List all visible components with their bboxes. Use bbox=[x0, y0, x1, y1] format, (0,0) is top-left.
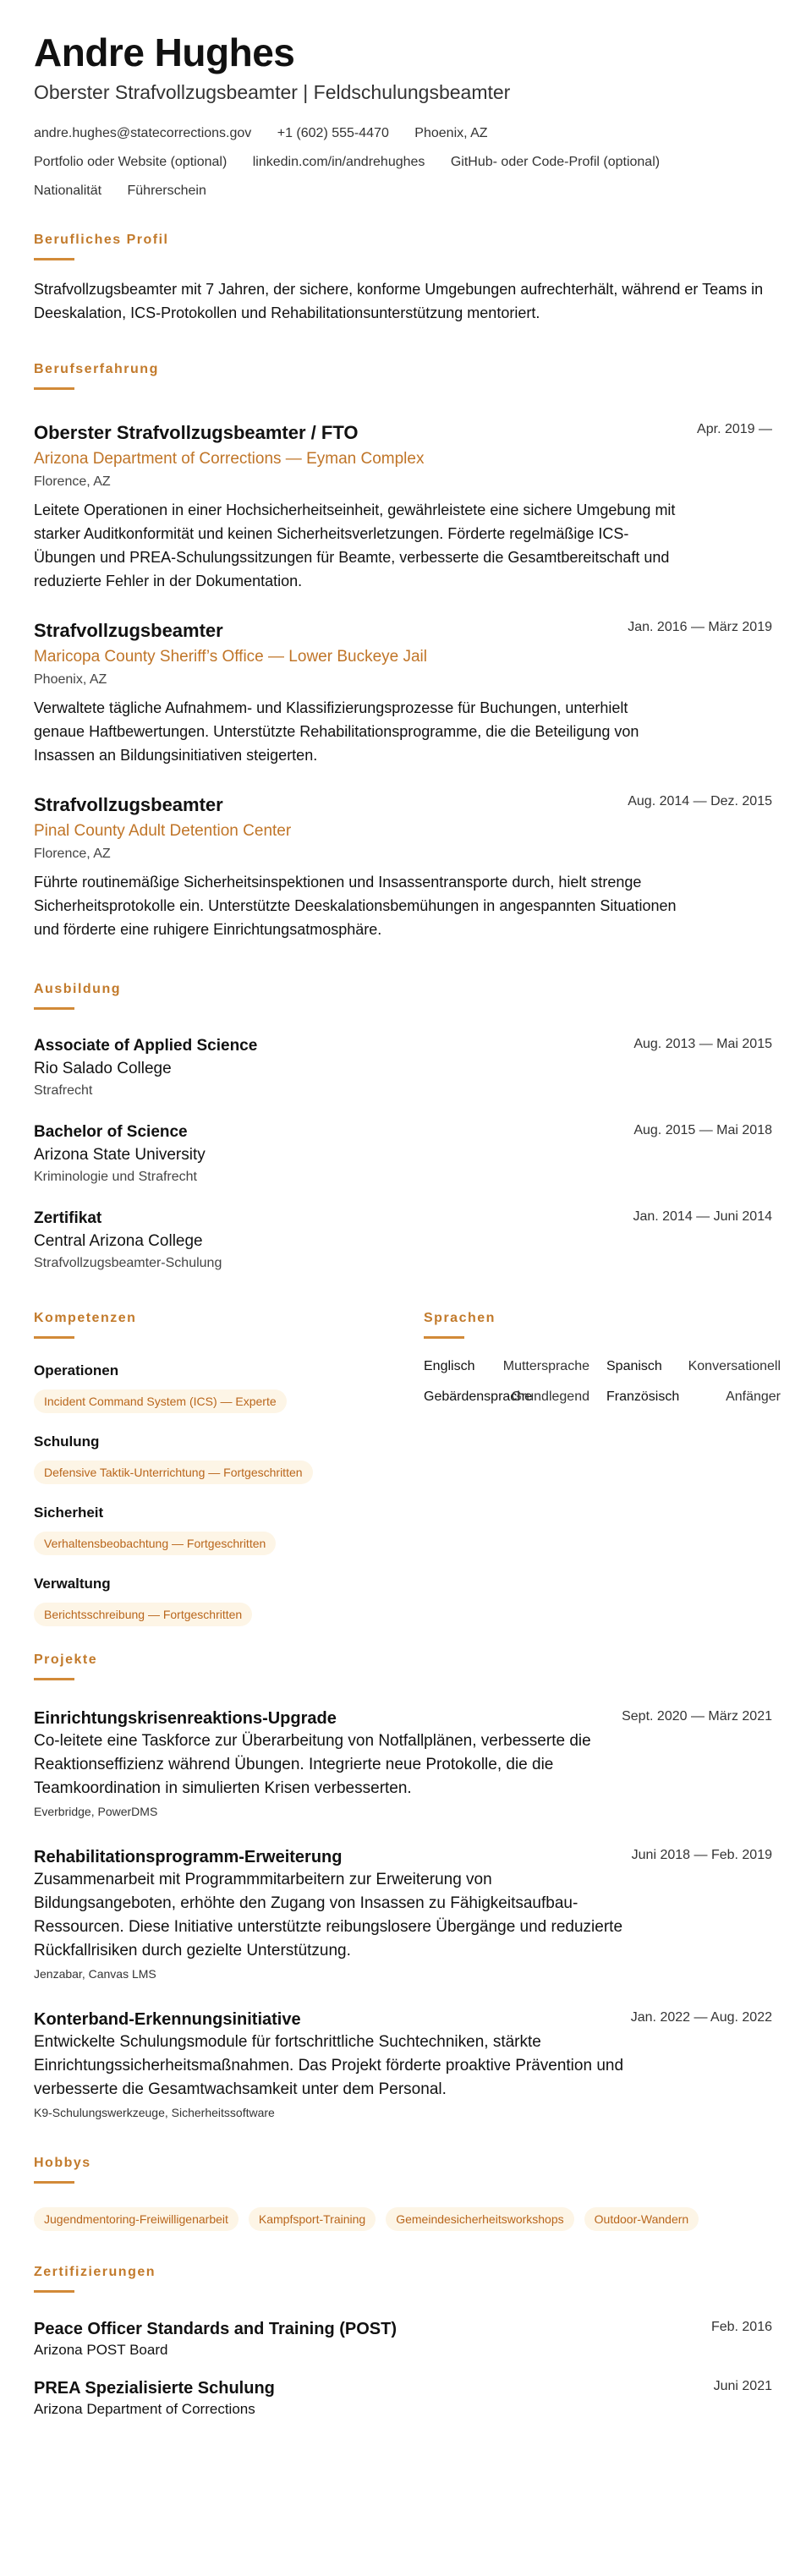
skill-group bbox=[34, 1574, 406, 1626]
project-description: Entwickelte Schulungsmodule für fortschrittliche Suchtechniken, stärkte Einrichtungssicherheitsmaßnahmen. Das Projekt förderte proaktive Prävention und verbesserte die Gesamtwachsamkeit unter dem Personal. bbox=[34, 2033, 624, 2098]
skill-category: Operationen bbox=[34, 1362, 119, 1378]
education-degree: Associate of Applied Science bbox=[34, 1037, 258, 1055]
project-tech: K9-Schulungswerkzeuge, Sicherheitssoftware bbox=[34, 2106, 275, 2119]
skills-section bbox=[34, 1311, 406, 1626]
section-title: Berufliches Profil bbox=[34, 233, 169, 247]
contact-row-3 bbox=[34, 177, 772, 206]
skill-tag: Verhaltensbeobachtung — Fortgeschritten bbox=[34, 1532, 276, 1555]
section-underline bbox=[34, 1336, 74, 1339]
language-item bbox=[606, 1359, 781, 1374]
language-row bbox=[424, 1389, 781, 1417]
education-field: Strafvollzugsbeamter-Schulung bbox=[34, 1256, 222, 1270]
job-location: Florence, AZ bbox=[34, 474, 111, 489]
section-title: Kompetenzen bbox=[34, 1311, 137, 1325]
skill-tag: Berichtsschreibung — Fortgeschritten bbox=[34, 1603, 252, 1626]
section-underline bbox=[424, 1336, 464, 1339]
education-entry bbox=[34, 1208, 772, 1274]
project-tech: Everbridge, PowerDMS bbox=[34, 1805, 158, 1818]
project-date: Juni 2018 — Feb. 2019 bbox=[631, 1848, 772, 1862]
skill-group bbox=[34, 1503, 406, 1555]
job-title: Strafvollzugsbeamter bbox=[34, 794, 223, 815]
contact-row-1 bbox=[34, 119, 772, 148]
language-level: Muttersprache bbox=[502, 1359, 589, 1373]
language-item bbox=[424, 1359, 598, 1374]
education-school: Central Arizona College bbox=[34, 1232, 203, 1250]
section-underline bbox=[34, 1007, 74, 1010]
education-degree: Bachelor of Science bbox=[34, 1123, 188, 1141]
language-name: Französisch bbox=[606, 1389, 680, 1404]
contact-info bbox=[34, 119, 772, 206]
language-item bbox=[606, 1389, 781, 1405]
section-title: Zertifizierungen bbox=[34, 2265, 156, 2279]
phone-text: +1 (602) 555-4470 bbox=[277, 126, 389, 140]
language-name: Englisch bbox=[424, 1359, 475, 1373]
skill-category: Sicherheit bbox=[34, 1504, 104, 1521]
hobby-tag: Jugendmentoring-Freiwilligenarbeit bbox=[34, 2207, 239, 2231]
job-location: Phoenix, AZ bbox=[34, 672, 107, 687]
education-entry bbox=[34, 1121, 772, 1187]
section-title: Ausbildung bbox=[34, 982, 121, 996]
education-field: Strafrecht bbox=[34, 1083, 93, 1098]
profile-text: Strafvollzugsbeamter mit 7 Jahren, der sichere, konforme Umgebungen aufrechterhält, während er Teams in Deeskalation, ICS-Protokollen und Rehabilitationsunterstützung mentoriert. bbox=[34, 281, 764, 321]
language-row bbox=[424, 1359, 781, 1386]
candidate-name: Andre Hughes bbox=[34, 30, 295, 74]
job-company: Pinal County Adult Detention Center bbox=[34, 822, 292, 840]
project-title: Konterband-Erkennungsinitiative bbox=[34, 2010, 301, 2029]
education-date: Aug. 2013 — Mai 2015 bbox=[633, 1037, 772, 1051]
hobby-list bbox=[34, 2197, 772, 2231]
education-degree: Zertifikat bbox=[34, 1209, 102, 1227]
hobbies-section bbox=[34, 2156, 772, 2231]
profile-section bbox=[34, 233, 772, 325]
linkedin-link[interactable]: linkedin.com/in/andrehughes bbox=[252, 155, 425, 169]
project-description: Zusammenarbeit mit Programmmitarbeitern zur Erweiterung von Bildungsangeboten, erhöhte den Zugang von Insassen zu Fähigkeitsaufbau-Ressourcen. Diese Initiative unterstützte reibungslosere Übergänge und reduzierte Rückfallrisiken durch gezielte Unterstützung. bbox=[34, 1871, 623, 1959]
project-entry bbox=[34, 1707, 772, 1821]
project-description: Co-leitete eine Taskforce zur Überarbeitung von Notfallplänen, verbesserte die Reaktionseffizienz während Übungen. Integrierte neue Protokolle, die die Teamkoordination in simulierten Krisen verbesserten. bbox=[34, 1732, 591, 1797]
languages-section bbox=[424, 1311, 781, 1417]
job-entry bbox=[34, 792, 772, 941]
skill-group bbox=[34, 1432, 406, 1484]
skill-category: Verwaltung bbox=[34, 1576, 111, 1592]
certification-issuer: Arizona POST Board bbox=[34, 2342, 168, 2358]
education-date: Jan. 2014 — Juni 2014 bbox=[633, 1209, 772, 1224]
project-date: Sept. 2020 — März 2021 bbox=[622, 1709, 772, 1724]
section-underline bbox=[34, 387, 74, 390]
candidate-headline: Oberster Strafvollzugsbeamter | Feldschulungsbeamter bbox=[34, 81, 511, 103]
certification-name: PREA Spezialisierte Schulung bbox=[34, 2379, 275, 2398]
section-title: Projekte bbox=[34, 1652, 98, 1667]
job-date: Jan. 2016 — März 2019 bbox=[628, 620, 772, 634]
section-title: Hobbys bbox=[34, 2156, 91, 2170]
education-school: Arizona State University bbox=[34, 1146, 206, 1164]
project-date: Jan. 2022 — Aug. 2022 bbox=[630, 2010, 772, 2025]
hobby-tag: Kampfsport-Training bbox=[249, 2207, 376, 2231]
skill-category: Schulung bbox=[34, 1433, 100, 1450]
email-link[interactable]: andre.hughes@statecorrections.gov bbox=[34, 126, 252, 140]
language-name: Gebärdensprache bbox=[424, 1389, 533, 1404]
language-level: Grundlegend bbox=[511, 1389, 589, 1404]
nationality-text: Nationalität bbox=[34, 184, 102, 198]
certification-issuer: Arizona Department of Corrections bbox=[34, 2401, 255, 2417]
hobby-tag: Gemeindesicherheitsworkshops bbox=[386, 2207, 573, 2231]
job-date: Apr. 2019 — bbox=[697, 422, 772, 436]
project-tech: Jenzabar, Canvas LMS bbox=[34, 1967, 156, 1981]
certification-entry bbox=[34, 2318, 772, 2360]
certification-date: Feb. 2016 bbox=[710, 2320, 772, 2334]
section-underline bbox=[34, 2181, 74, 2184]
education-entry bbox=[34, 1035, 772, 1101]
certification-name: Peace Officer Standards and Training (POST) bbox=[34, 2320, 397, 2338]
job-date: Aug. 2014 — Dez. 2015 bbox=[628, 794, 772, 808]
skill-group bbox=[34, 1361, 406, 1413]
education-field: Kriminologie und Strafrecht bbox=[34, 1170, 197, 1184]
hobby-tag: Outdoor-Wandern bbox=[584, 2207, 699, 2231]
job-location: Florence, AZ bbox=[34, 847, 111, 861]
project-entry bbox=[34, 1846, 772, 1983]
job-entry bbox=[34, 618, 772, 767]
certification-date: Juni 2021 bbox=[713, 2379, 772, 2393]
license-text: Führerschein bbox=[127, 184, 206, 198]
education-date: Aug. 2015 — Mai 2018 bbox=[633, 1123, 772, 1137]
language-name: Spanisch bbox=[606, 1359, 662, 1373]
skill-tag: Defensive Taktik-Unterrichtung — Fortgeschritten bbox=[34, 1461, 313, 1484]
projects-section bbox=[34, 1652, 772, 2122]
section-title: Sprachen bbox=[424, 1311, 496, 1325]
job-company: Arizona Department of Corrections — Eyman Complex bbox=[34, 450, 425, 468]
job-company: Maricopa County Sheriff’s Office — Lower Buckeye Jail bbox=[34, 648, 427, 666]
experience-section bbox=[34, 362, 772, 941]
language-item bbox=[424, 1389, 598, 1405]
language-level: Konversationell bbox=[688, 1359, 781, 1373]
section-underline bbox=[34, 258, 74, 260]
job-title: Strafvollzugsbeamter bbox=[34, 620, 223, 641]
location-text: Phoenix, AZ bbox=[414, 126, 488, 140]
section-underline bbox=[34, 2290, 74, 2293]
certification-entry bbox=[34, 2377, 772, 2420]
job-description: Leitete Operationen in einer Hochsicherheitseinheit, gewährleistete eine sichere Umgebung mit starker Auditkonformität und keinen Sicherheitsverletzungen. Förderte regelmäßige ICS-Übungen und PREA-Schulungssitzungen für Beamte, verbesserte die Gesamtbereitschaft und reduzierte Fehler in der Dokumentation. bbox=[34, 501, 676, 589]
portfolio-link[interactable]: Portfolio oder Website (optional) bbox=[34, 155, 228, 169]
certifications-section bbox=[34, 2265, 772, 2420]
project-entry bbox=[34, 2009, 772, 2122]
job-description: Führte routinemäßige Sicherheitsinspektionen und Insassentransporte durch, hielt strenge Sicherheitsprotokolle ein. Unterstützte Deeskalationsbemühungen in angespannten Situationen und förderte eine ruhigere Einrichtungsatmosphäre. bbox=[34, 874, 677, 938]
job-description: Verwaltete tägliche Aufnahmem- und Klassifizierungsprozesse für Buchungen, unterhielt genaue Haftbewertungen. Unterstützte Rehabilitationsprogramme, die die Beteiligung von Insassen an Bildungsinitiativen steigerten. bbox=[34, 699, 639, 764]
job-title: Oberster Strafvollzugsbeamter / FTO bbox=[34, 422, 359, 443]
github-link[interactable]: GitHub- oder Code-Profil (optional) bbox=[450, 155, 661, 169]
education-section bbox=[34, 982, 772, 1274]
language-level: Anfänger bbox=[726, 1389, 781, 1404]
project-title: Einrichtungskrisenreaktions-Upgrade bbox=[34, 1709, 337, 1728]
education-school: Rio Salado College bbox=[34, 1060, 172, 1077]
skills-languages-row bbox=[34, 1311, 781, 1641]
section-underline bbox=[34, 1678, 74, 1680]
contact-row-2 bbox=[34, 148, 772, 177]
skill-tag: Incident Command System (ICS) — Experte bbox=[34, 1389, 287, 1413]
project-title: Rehabilitationsprogramm-Erweiterung bbox=[34, 1848, 343, 1866]
section-title: Berufserfahrung bbox=[34, 362, 159, 376]
job-entry bbox=[34, 420, 772, 593]
resume-header bbox=[34, 30, 772, 206]
